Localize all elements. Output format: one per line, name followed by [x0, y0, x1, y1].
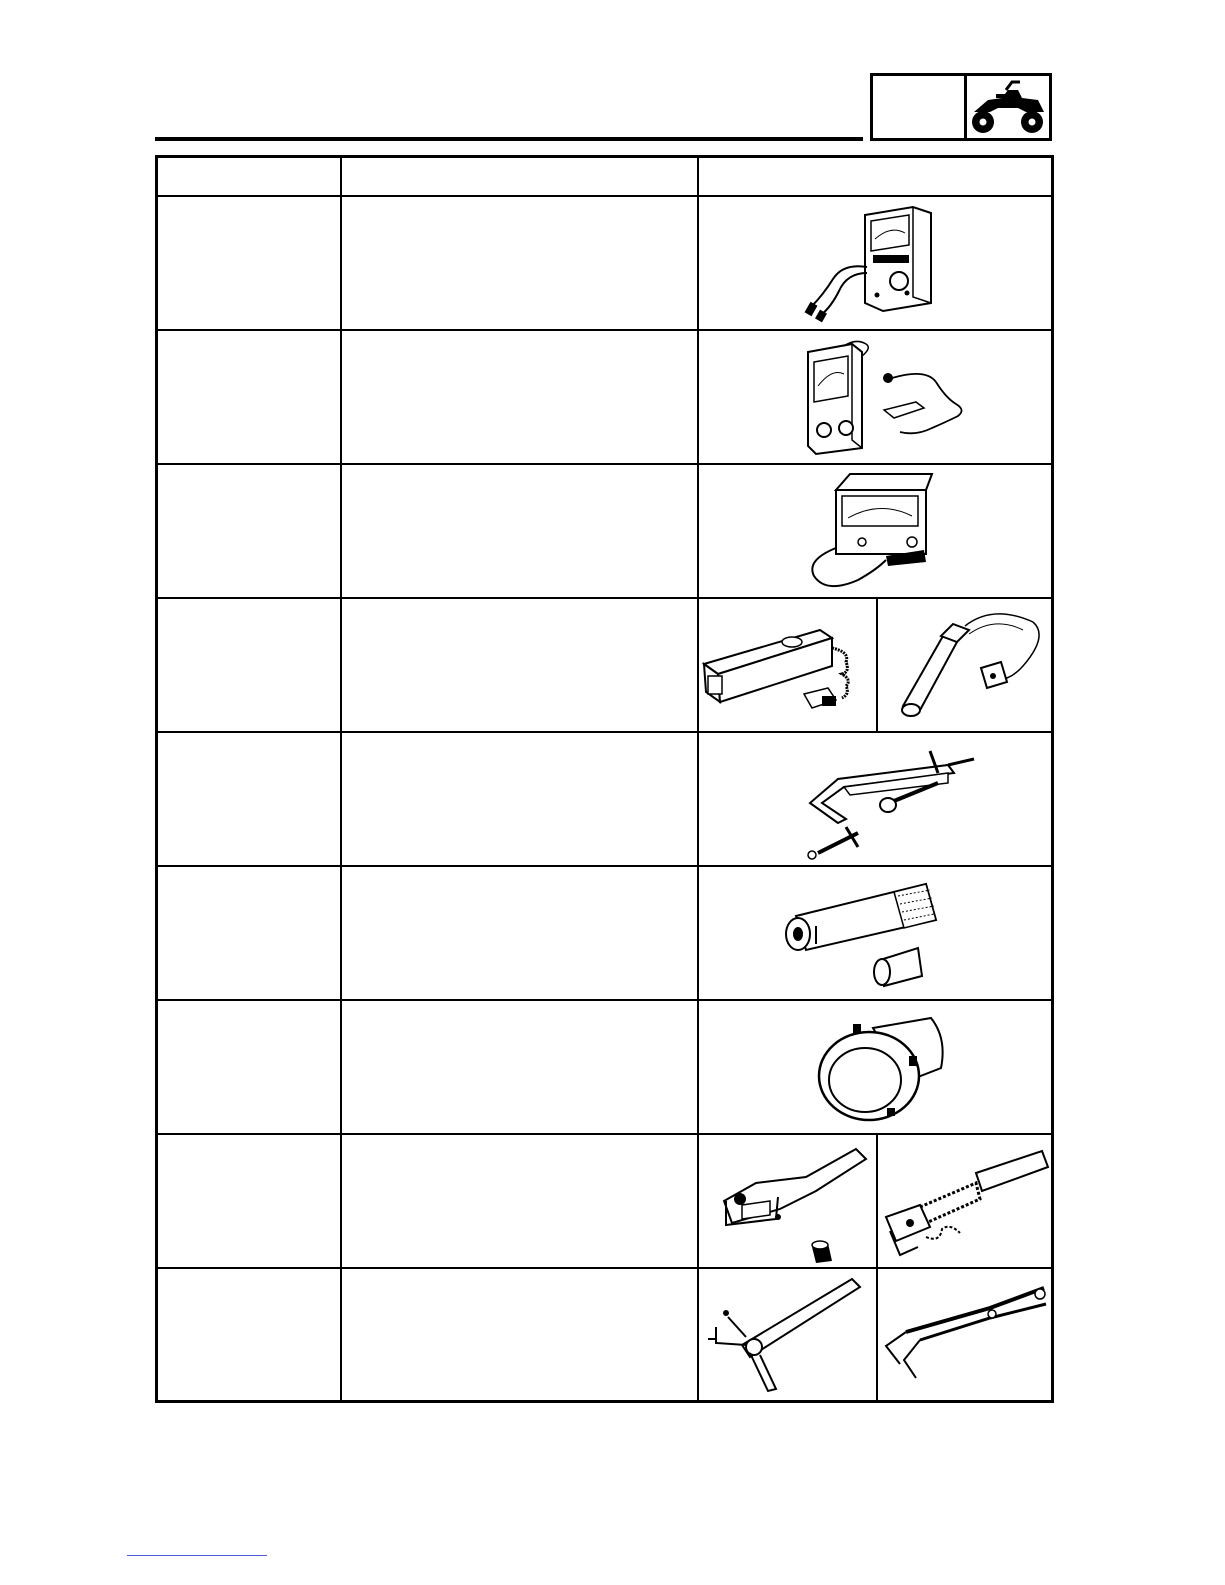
header-rule [155, 137, 863, 141]
description-cell [342, 197, 697, 329]
atv-icon-cell [967, 76, 1049, 138]
row-divider [158, 865, 1051, 867]
row-divider [158, 1267, 1051, 1269]
ignition-checker-illustration [806, 470, 946, 596]
special-tools-table [155, 155, 1054, 1403]
header-box [870, 73, 1052, 141]
sheave-holder-illustration [702, 1273, 872, 1397]
row-divider [158, 463, 1051, 465]
row-divider [158, 329, 1051, 331]
valve-spring-compressor-illustration [798, 743, 988, 861]
header-cell-description [342, 158, 697, 195]
illustration-split-divider [876, 1134, 878, 1268]
locking-pliers-illustration [880, 1278, 1052, 1388]
tachometer-illustration [808, 341, 962, 454]
atv-icon [968, 78, 1048, 136]
column-divider-1 [340, 158, 342, 1400]
header-cell-illustration [699, 158, 1054, 195]
row-divider [158, 597, 1051, 599]
tool-number-cell [158, 197, 340, 329]
section-code-cell [873, 76, 967, 138]
header-cell-tool-number [158, 158, 340, 195]
chain-cutter-illustration [880, 1143, 1052, 1267]
illustration-split-divider [876, 1268, 878, 1400]
footer-link-underline[interactable] [127, 1555, 267, 1556]
row-divider [158, 731, 1051, 733]
pocket-tester-illustration [803, 203, 953, 323]
spark-tester-illustration [883, 606, 1055, 726]
illustration-split-divider [876, 598, 878, 732]
timing-light-illustration [700, 612, 872, 722]
row-divider [158, 999, 1051, 1001]
chain-tool-illustration [716, 1143, 876, 1267]
row-divider [158, 1133, 1051, 1135]
ring-nut-wrench-illustration [813, 1008, 953, 1126]
bearing-installer-illustration [776, 880, 956, 990]
column-divider-2 [697, 158, 699, 1400]
